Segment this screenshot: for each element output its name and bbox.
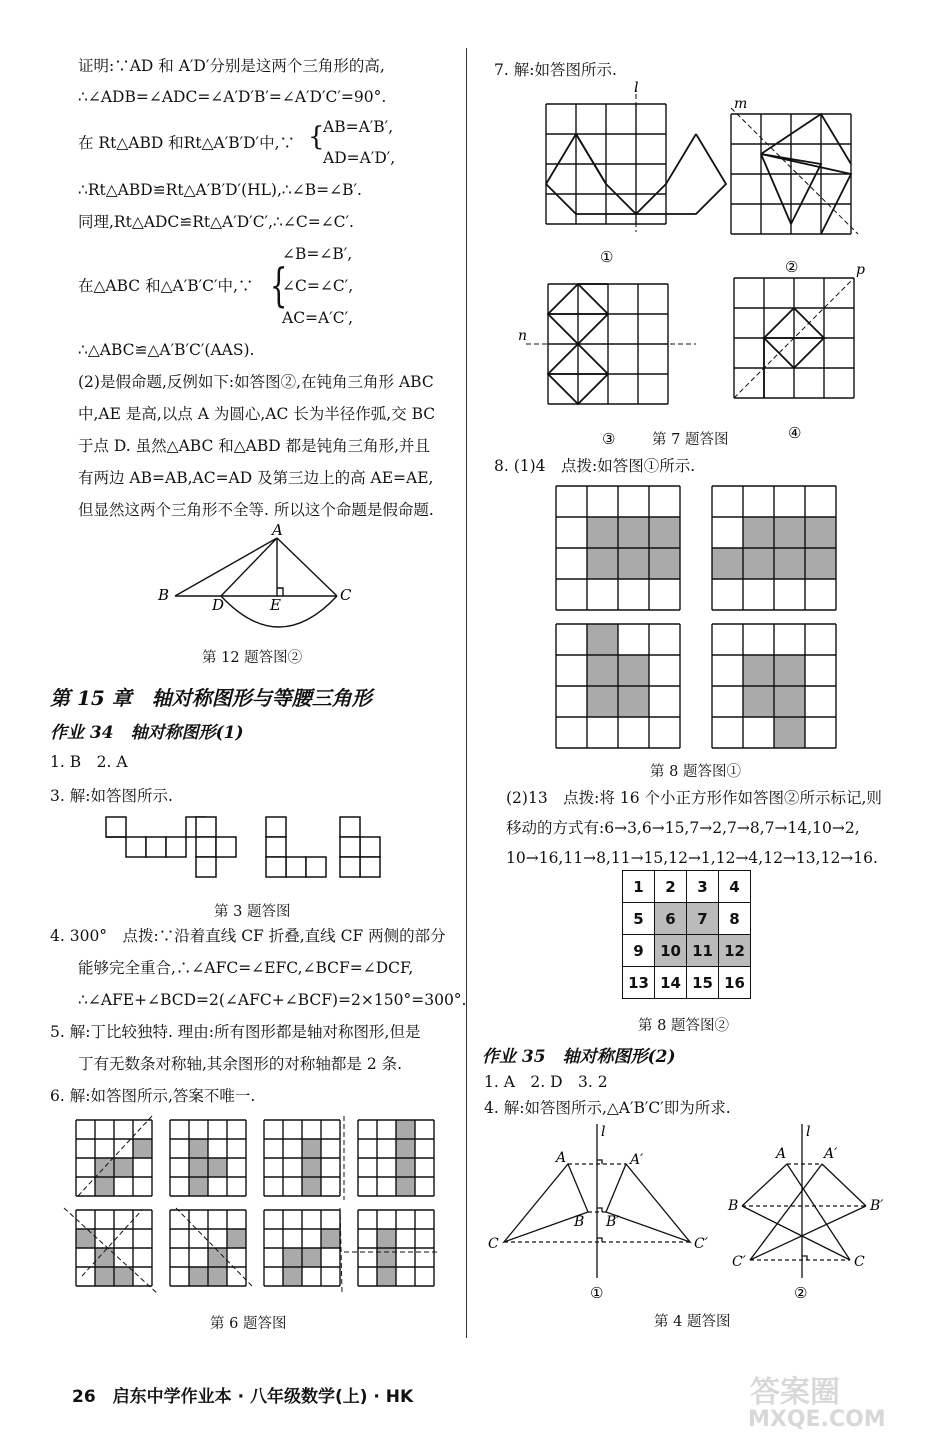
shaded-cell <box>618 517 649 548</box>
proof-line: 同理,Rt△ADC≌Rt△A′D′C′,∴∠C=∠C′. <box>78 213 354 231</box>
label-a-prime: A′ <box>824 1146 838 1162</box>
grid-7-1 <box>546 104 666 224</box>
label-b-prime: B′ <box>870 1198 884 1214</box>
section-title: 作业 34 轴对称图形(1) <box>50 723 244 743</box>
shaded-cell <box>189 1158 208 1177</box>
shaded-cell <box>302 1158 321 1177</box>
shaded-cell <box>283 1267 302 1286</box>
grid-cell: 3 <box>687 871 719 903</box>
grid-8-1 <box>556 486 680 610</box>
shaded-cell <box>133 1139 152 1158</box>
label-e: E <box>270 596 281 614</box>
shaded-cell <box>208 1267 227 1286</box>
figure-8a-grids <box>554 484 864 749</box>
shaded-cell <box>302 1177 321 1196</box>
answer-line: 1. B 2. A <box>50 753 128 771</box>
shaded-cell <box>321 1229 340 1248</box>
proof-line: 证明:∵AD 和 A′D′分别是这两个三角形的高, <box>78 57 385 75</box>
proof-line: ∴△ABC≌△A′B′C′(AAS). <box>78 341 255 359</box>
proof-line: 在△ABC 和△A′B′C′中,∵ <box>78 277 254 295</box>
label-a: A <box>776 1146 787 1162</box>
shaded-cell <box>587 655 618 686</box>
grid-8-2 <box>712 486 836 610</box>
shaded-cell <box>774 655 805 686</box>
shaded-cell <box>618 655 649 686</box>
shaded-cell <box>283 1248 302 1267</box>
axis-label-p: p <box>856 262 865 278</box>
figure-caption: 第 3 题答图 <box>214 904 291 920</box>
shaded-cell <box>712 548 743 579</box>
shaded-cell <box>743 686 774 717</box>
figure-caption: 第 4 题答图 <box>654 1314 731 1330</box>
shaded-cell <box>649 517 680 548</box>
grid-cell-shaded: 10 <box>655 935 687 967</box>
shaded-cell <box>774 686 805 717</box>
shaded-cell <box>114 1267 133 1286</box>
proof-line: ∠C=∠C′, <box>282 277 354 295</box>
shaded-cell <box>743 517 774 548</box>
subfigure-label: ① <box>590 1284 604 1302</box>
shaded-cell <box>649 548 680 579</box>
shaded-cell <box>743 548 774 579</box>
answer-line: (2)13 点拨:将 16 个小正方形作如答图②所示标记,则 <box>506 789 882 807</box>
number-grid <box>622 870 751 999</box>
label-d: D <box>212 596 225 614</box>
page-footer: 26 启东中学作业本 · 八年级数学(上) · HK <box>72 1387 414 1407</box>
proof-line: ∠B=∠B′, <box>282 245 353 263</box>
label-c-prime: C′ <box>732 1254 746 1270</box>
small-grid <box>170 1120 246 1196</box>
small-grid <box>264 1120 340 1196</box>
axis-label-m: m <box>734 96 748 112</box>
drawn-shape <box>761 154 791 224</box>
answer-line: 1. A 2. D 3. 2 <box>484 1073 608 1091</box>
shaded-cell <box>189 1139 208 1158</box>
grid-cell: 15 <box>687 967 719 999</box>
label-l: l <box>806 1124 811 1140</box>
shaded-cell <box>189 1177 208 1196</box>
label-a: A <box>272 521 283 539</box>
shaded-cell <box>189 1267 208 1286</box>
answer-line: 10→16,11→8,11→15,12→1,12→4,12→13,12→16. <box>506 849 878 867</box>
figure-3-shapes <box>100 812 400 882</box>
shaded-cell <box>377 1229 396 1248</box>
shaded-cell <box>774 548 805 579</box>
subfigure-label: ① <box>600 248 614 266</box>
shaded-cell <box>396 1177 415 1196</box>
answer-line: 8. (1)4 点拨:如答图①所示. <box>494 457 696 475</box>
shaded-cell <box>377 1248 396 1267</box>
figure-4-triangles <box>486 1120 926 1305</box>
figure-6-grids <box>72 1116 442 1296</box>
shaded-cell <box>396 1158 415 1177</box>
small-grid <box>264 1210 340 1286</box>
proof-line: AD=A′D′, <box>323 149 396 167</box>
shaded-cell <box>587 624 618 655</box>
answer-line: 3. 解:如答图所示. <box>50 787 173 805</box>
shaded-cell <box>377 1267 396 1286</box>
grid-cell: 1 <box>623 871 655 903</box>
label-a: A <box>556 1150 567 1166</box>
brace: { <box>269 258 288 312</box>
label-b: B <box>158 586 170 604</box>
label-b: B <box>574 1214 585 1230</box>
proof-line: 有两边 AB=AB,AC=AD 及第三边上的高 AE=AE, <box>78 469 434 487</box>
subfigure-label: ③ <box>602 430 616 448</box>
grid-cell: 14 <box>655 967 687 999</box>
proof-line: AC=A′C′, <box>282 309 354 327</box>
shaded-cell <box>805 517 836 548</box>
grid-cell: 13 <box>623 967 655 999</box>
answer-line: 丁有无数条对称轴,其余图形的对称轴都是 2 条. <box>78 1055 403 1073</box>
label-c: C <box>340 586 352 604</box>
grid-cell: 8 <box>719 903 751 935</box>
label-c: C <box>854 1254 865 1270</box>
answer-line: ∴∠AFE+∠BCD=2(∠AFC+∠BCF)=2×150°=300°. <box>78 991 467 1009</box>
proof-line: (2)是假命题,反例如下:如答图②,在钝角三角形 ABC <box>78 373 434 391</box>
figure-12-triangle <box>150 521 360 636</box>
svg-text:答案圈: 答案圈 <box>750 1375 840 1410</box>
figure-caption: 第 6 题答图 <box>210 1316 287 1332</box>
shaded-cell <box>587 548 618 579</box>
label-c: C <box>488 1236 499 1252</box>
grid-8-4 <box>712 624 836 748</box>
answer-line: 4. 解:如答图所示,△A′B′C′即为所求. <box>484 1099 731 1117</box>
grid-cell-shaded: 12 <box>719 935 751 967</box>
proof-line: 但显然这两个三角形不全等. 所以这个命题是假命题. <box>78 501 434 519</box>
shaded-cell <box>774 717 805 748</box>
small-grid <box>358 1120 434 1196</box>
shaded-cell <box>587 517 618 548</box>
shaded-cell <box>396 1139 415 1158</box>
proof-line: 在 Rt△ABD 和Rt△A′B′D′中,∵ <box>78 134 296 152</box>
proof-line: ∴∠ADB=∠ADC=∠A′D′B′=∠A′D′C′=90°. <box>78 88 387 106</box>
shaded-cell <box>114 1158 133 1177</box>
label-b: B <box>728 1198 739 1214</box>
answer-line: 能够完全重合,∴∠AFC=∠EFC,∠BCF=∠DCF, <box>78 959 414 977</box>
shaded-cell <box>227 1229 246 1248</box>
grid-cell: 16 <box>719 967 751 999</box>
grid-cell: 2 <box>655 871 687 903</box>
grid-cell-shaded: 6 <box>655 903 687 935</box>
label-c-prime: C′ <box>694 1236 708 1252</box>
grid-cell: 9 <box>623 935 655 967</box>
small-grid <box>358 1210 434 1286</box>
drawn-shape <box>546 134 696 214</box>
grid-cell-shaded: 7 <box>687 903 719 935</box>
shaded-cell <box>743 655 774 686</box>
label-a-prime: A′ <box>630 1152 644 1168</box>
shaded-cell <box>805 548 836 579</box>
shaded-cell <box>95 1177 114 1196</box>
subfigure-label: ② <box>794 1284 808 1302</box>
label-l: l <box>601 1124 606 1140</box>
answer-line: 移动的方式有:6→3,6→15,7→2,7→8,7→14,10→2, <box>506 819 860 837</box>
grid-cell-shaded: 11 <box>687 935 719 967</box>
small-grid <box>76 1120 152 1196</box>
shaded-cell <box>302 1139 321 1158</box>
axis-label-l: l <box>634 80 639 96</box>
proof-line: 于点 D. 虽然△ABC 和△ABD 都是钝角三角形,并且 <box>78 437 431 455</box>
svg-text:MXQE.COM: MXQE.COM <box>748 1407 886 1430</box>
figure-caption: 第 8 题答图② <box>638 1018 729 1034</box>
section-title: 作业 35 轴对称图形(2) <box>482 1047 676 1067</box>
shaded-cell <box>302 1248 321 1267</box>
grid-cell: 5 <box>623 903 655 935</box>
figure-caption: 第 8 题答图① <box>650 764 741 780</box>
subfigure-label: ④ <box>788 424 802 442</box>
small-grid <box>76 1210 152 1286</box>
answer-line: 6. 解:如答图所示,答案不唯一. <box>50 1087 256 1105</box>
right-column <box>466 0 932 1436</box>
shaded-cell <box>618 686 649 717</box>
proof-line: ∴Rt△ABD≌Rt△A′B′D′(HL),∴∠B=∠B′. <box>78 181 362 199</box>
answer-line: 4. 300° 点拨:∵沿着直线 CF 折叠,直线 CF 两侧的部分 <box>50 927 446 945</box>
axis-label-n: n <box>518 328 528 344</box>
grid-8-3 <box>556 624 680 748</box>
shaded-cell <box>208 1158 227 1177</box>
grid-cell: 4 <box>719 871 751 903</box>
small-grid <box>170 1210 246 1286</box>
watermark-logo <box>740 1370 920 1430</box>
answer-line: 5. 解:丁比较独特. 理由:所有图形都是轴对称图形,但是 <box>50 1023 421 1041</box>
shaded-cell <box>76 1229 95 1248</box>
proof-line: 中,AE 是高,以点 A 为圆心,AC 长为半径作弧,交 BC <box>78 405 436 423</box>
shaded-cell <box>587 686 618 717</box>
figure-caption: 第 12 题答图② <box>202 650 303 666</box>
label-b-prime: B′ <box>606 1214 620 1230</box>
shaded-cell <box>95 1267 114 1286</box>
subfigure-label: ② <box>785 258 799 276</box>
chapter-title: 第 15 章 轴对称图形与等腰三角形 <box>50 686 372 710</box>
answer-line: 7. 解:如答图所示. <box>494 61 617 79</box>
drawn-shape <box>576 134 606 184</box>
brace: { <box>308 122 325 152</box>
proof-line: AB=A′B′, <box>323 118 394 136</box>
shaded-cell <box>396 1120 415 1139</box>
figure-caption: 第 7 题答图 <box>652 432 729 448</box>
shaded-cell <box>774 517 805 548</box>
grid-7-2 <box>731 114 851 234</box>
shaded-cell <box>618 548 649 579</box>
